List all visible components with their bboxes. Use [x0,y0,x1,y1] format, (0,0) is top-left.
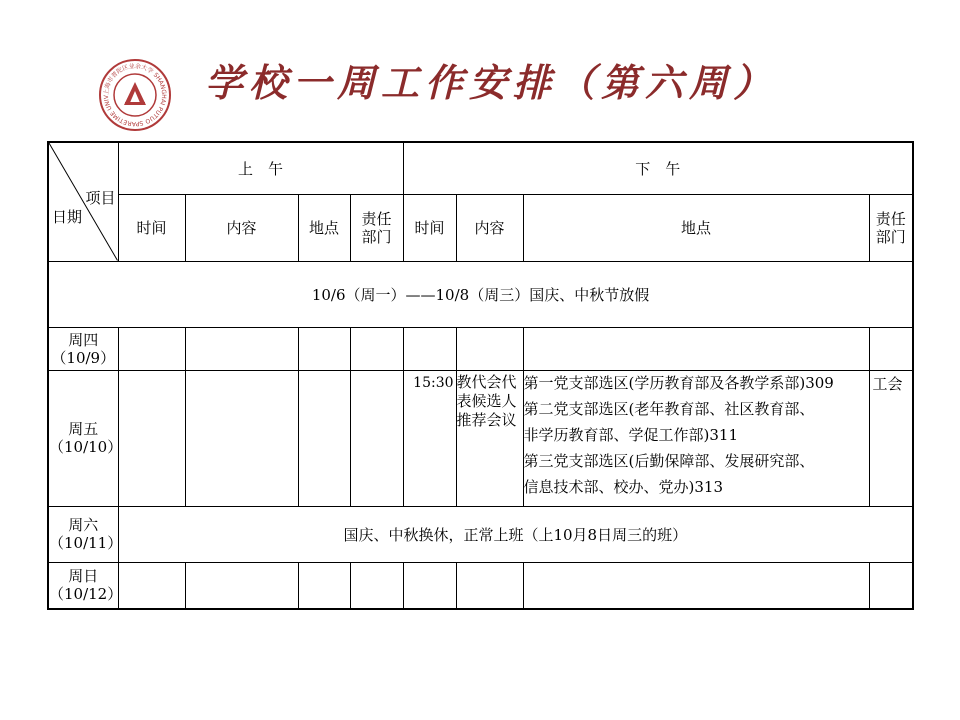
pm-dept-header: 责任 部门 [869,194,913,261]
cell-empty [456,562,523,609]
pm-location-header: 地点 [523,194,869,261]
pm-content-header: 内容 [456,194,523,261]
day-cell-fri: 周五 （10/10） [48,370,118,506]
am-header: 上 午 [118,142,403,194]
am-time-header: 时间 [118,194,185,261]
pm-header: 下 午 [403,142,913,194]
cell-empty [869,562,913,609]
day-cell-thu: 周四 （10/9） [48,327,118,370]
cell-empty [298,370,350,506]
am-content-header: 内容 [185,194,298,261]
sat-note: 国庆、中秋换休，正常上班（上10月8日周三的班） [118,506,913,562]
cell-empty [185,370,298,506]
page-title: 学校一周工作安排（第六周） [205,61,778,105]
cell-empty [350,327,403,370]
table-row [48,562,913,609]
am-dept-header: 责任 部门 [350,194,403,261]
cell-empty [523,327,869,370]
pm-time-header: 时间 [403,194,456,261]
table-row [48,370,913,506]
corner-date-label: 日期 [52,208,83,226]
cell-empty [350,562,403,609]
cell-empty [185,327,298,370]
university-seal-logo [98,58,172,132]
fri-pm-dept: 工会 [869,370,913,506]
am-location-header: 地点 [298,194,350,261]
corner-header-cell [48,142,118,261]
fri-pm-location: 第一党支部选区(学历教育部及各教学系部)309 第二党支部选区(老年教育部、社区教育部、 非学历教育部、学促工作部)311 第三党支部选区(后勤保障部、发展研究部、 信息技术部、校办、党办)313 [523,370,869,506]
cell-empty [456,327,523,370]
weekly-schedule-table [47,141,914,610]
cell-empty [523,562,869,609]
cell-empty [298,327,350,370]
table-row [48,506,913,562]
corner-project-label: 项目 [85,189,116,207]
table-row [48,327,913,370]
fri-pm-content: 教代会代 表候选人 推荐会议 [456,370,523,506]
cell-empty [118,562,185,609]
cell-empty [185,562,298,609]
cell-empty [118,327,185,370]
cell-empty [118,370,185,506]
cell-empty [403,327,456,370]
cell-empty [869,327,913,370]
holiday-notice: 10/6（周一）——10/8（周三）国庆、中秋节放假 [48,261,913,327]
day-cell-sat: 周六 （10/11） [48,506,118,562]
day-cell-sun: 周日 （10/12） [48,562,118,609]
fri-pm-time: 15:30 [403,370,456,506]
cell-empty [403,562,456,609]
logo-ring-text: 上海市普陀区业余大学 SHANGHAI PUTUO SPARETIME UNIV [102,62,168,128]
cell-empty [350,370,403,506]
cell-empty [298,562,350,609]
